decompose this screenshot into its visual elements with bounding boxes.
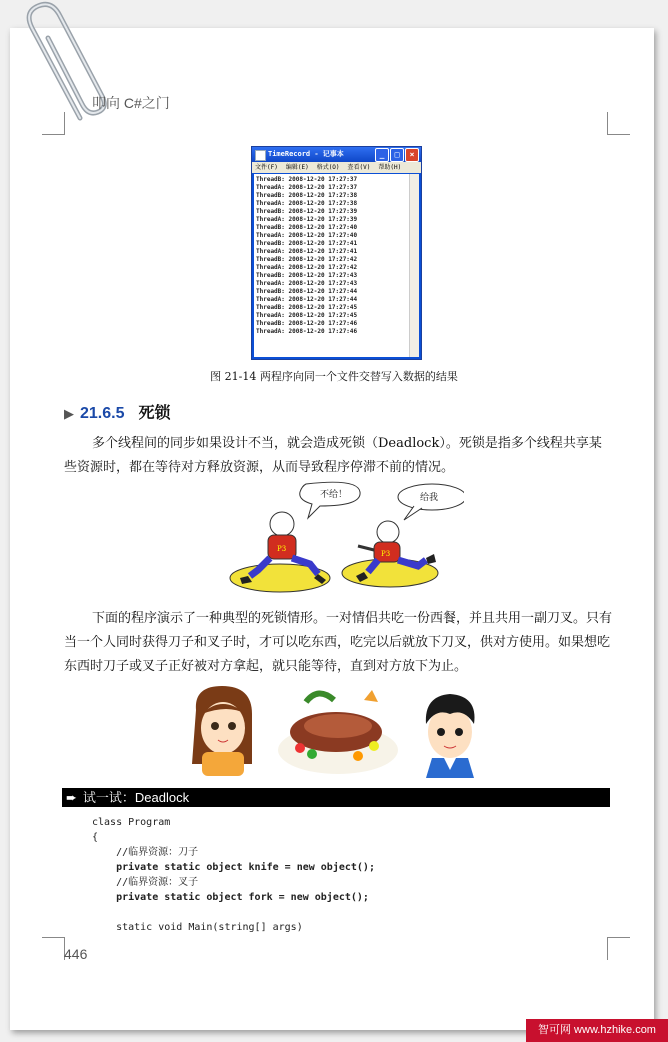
notepad-menubar [252, 162, 421, 173]
triangle-bullet-icon: ▶ [64, 407, 74, 422]
code-line: //临界资源：叉子 [92, 877, 199, 888]
crop-mark-bottom-left [42, 937, 65, 960]
notepad-line: ThreadA: 2008-12-20 17:27:42 [256, 264, 358, 271]
notepad-menu-item[interactable]: 查看(V) [347, 164, 371, 171]
minimize-icon[interactable]: _ [375, 148, 389, 162]
crop-mark-top-right [607, 112, 630, 135]
maximize-icon[interactable]: □ [390, 148, 404, 162]
paragraph-deadlock-intro: 多个线程间的同步如果设计不当，就会造成死锁（Deadlock）。死锁是指多个线程共享某些资源时，都在等待对方释放资源，从而导致程序停滞不前的情况。 [64, 436, 602, 475]
notepad-line: ThreadA: 2008-12-20 17:27:38 [256, 200, 358, 207]
notepad-menu-item[interactable]: 帮助(H) [378, 164, 402, 171]
try-it-label: 试一试：Deadlock [82, 790, 190, 805]
notepad-line: ThreadB: 2008-12-20 17:27:39 [256, 208, 358, 215]
crop-mark-bottom-right [607, 937, 630, 960]
notepad-menu-item[interactable]: 格式(O) [316, 164, 340, 171]
code-line: { [92, 832, 99, 843]
notepad-line: ThreadB: 2008-12-20 17:27:42 [256, 256, 358, 263]
notepad-line: ThreadB: 2008-12-20 17:27:43 [256, 272, 358, 279]
section-heading [64, 400, 171, 423]
code-line: private static object knife = new object(); [92, 862, 375, 873]
code-line: static void Main(string[] args) [92, 922, 303, 933]
notepad-text-area[interactable] [254, 174, 419, 357]
notepad-scrollbar[interactable] [409, 174, 419, 357]
notepad-line: ThreadB: 2008-12-20 17:27:45 [256, 304, 358, 311]
try-it-banner [62, 788, 610, 807]
notepad-line: ThreadA: 2008-12-20 17:27:37 [256, 184, 358, 191]
section-number: 21.6.5 [80, 405, 125, 422]
code-line: private static object fork = new object(); [92, 892, 369, 903]
code-line: class Program [92, 817, 171, 828]
notepad-line: ThreadB: 2008-12-20 17:27:46 [256, 320, 358, 327]
notepad-line: ThreadA: 2008-12-20 17:27:45 [256, 312, 358, 319]
notepad-icon [255, 150, 266, 161]
notepad-line: ThreadA: 2008-12-20 17:27:40 [256, 232, 358, 239]
notepad-content [256, 176, 357, 336]
bubble-left-text: 不给！ [320, 490, 348, 500]
notepad-line: ThreadA: 2008-12-20 17:27:39 [256, 216, 358, 223]
code-line: //临界资源：刀子 [92, 847, 199, 858]
dinner-illustration [188, 680, 488, 780]
notepad-line: ThreadB: 2008-12-20 17:27:41 [256, 240, 358, 247]
notepad-menu-item[interactable]: 文件(F) [255, 164, 278, 171]
paragraph-dining-example: 下面的程序演示了一种典型的死锁情形。一对情侣共吃一份西餐，并且共用一副刀叉。只有当一个人同时获得刀子和叉子时，才可以吃东西，吃完以后就放下刀叉，供对方使用。如果想吃东西时刀子或叉子正好被对方拿起，就只能等待，直到对方放下为止。 [64, 611, 613, 674]
notepad-line: ThreadA: 2008-12-20 17:27:43 [256, 280, 358, 287]
section-title: 死锁 [138, 403, 171, 422]
girl-avatar [192, 686, 252, 776]
steak-dish [278, 690, 398, 774]
svg-text:P3: P3 [381, 550, 391, 558]
notepad-line: ThreadB: 2008-12-20 17:27:38 [256, 192, 358, 199]
close-icon[interactable]: × [405, 148, 419, 162]
notepad-line: ThreadB: 2008-12-20 17:27:44 [256, 288, 358, 295]
code-line [92, 905, 375, 920]
notepad-line: ThreadB: 2008-12-20 17:27:37 [256, 176, 358, 183]
watermark-footer: 智可网 www.hzhike.com [526, 1019, 668, 1042]
arrow-right-icon: ➨ [66, 790, 77, 805]
notepad-menu-item[interactable]: 编辑(E) [285, 164, 309, 171]
code-listing [92, 815, 375, 935]
notepad-line: ThreadA: 2008-12-20 17:27:46 [256, 328, 358, 335]
svg-text:P3: P3 [277, 545, 287, 553]
notepad-title: TimeRecord - 记事本 [268, 150, 344, 158]
boy-avatar [426, 694, 475, 778]
notepad-titlebar [252, 147, 421, 162]
notepad-line: ThreadA: 2008-12-20 17:27:41 [256, 248, 358, 255]
bubble-right-text: 给我 [420, 493, 439, 503]
notepad-window [251, 146, 422, 360]
notepad-line: ThreadA: 2008-12-20 17:27:44 [256, 296, 358, 303]
page-number: 446 [64, 946, 88, 962]
running-header: 叩向 C#之门 [92, 95, 170, 111]
deadlock-cartoon [228, 480, 464, 595]
notepad-line: ThreadB: 2008-12-20 17:27:40 [256, 224, 358, 231]
figure-caption: 图 21-14 两程序向同一个文件交替写入数据的结果 [210, 370, 458, 383]
